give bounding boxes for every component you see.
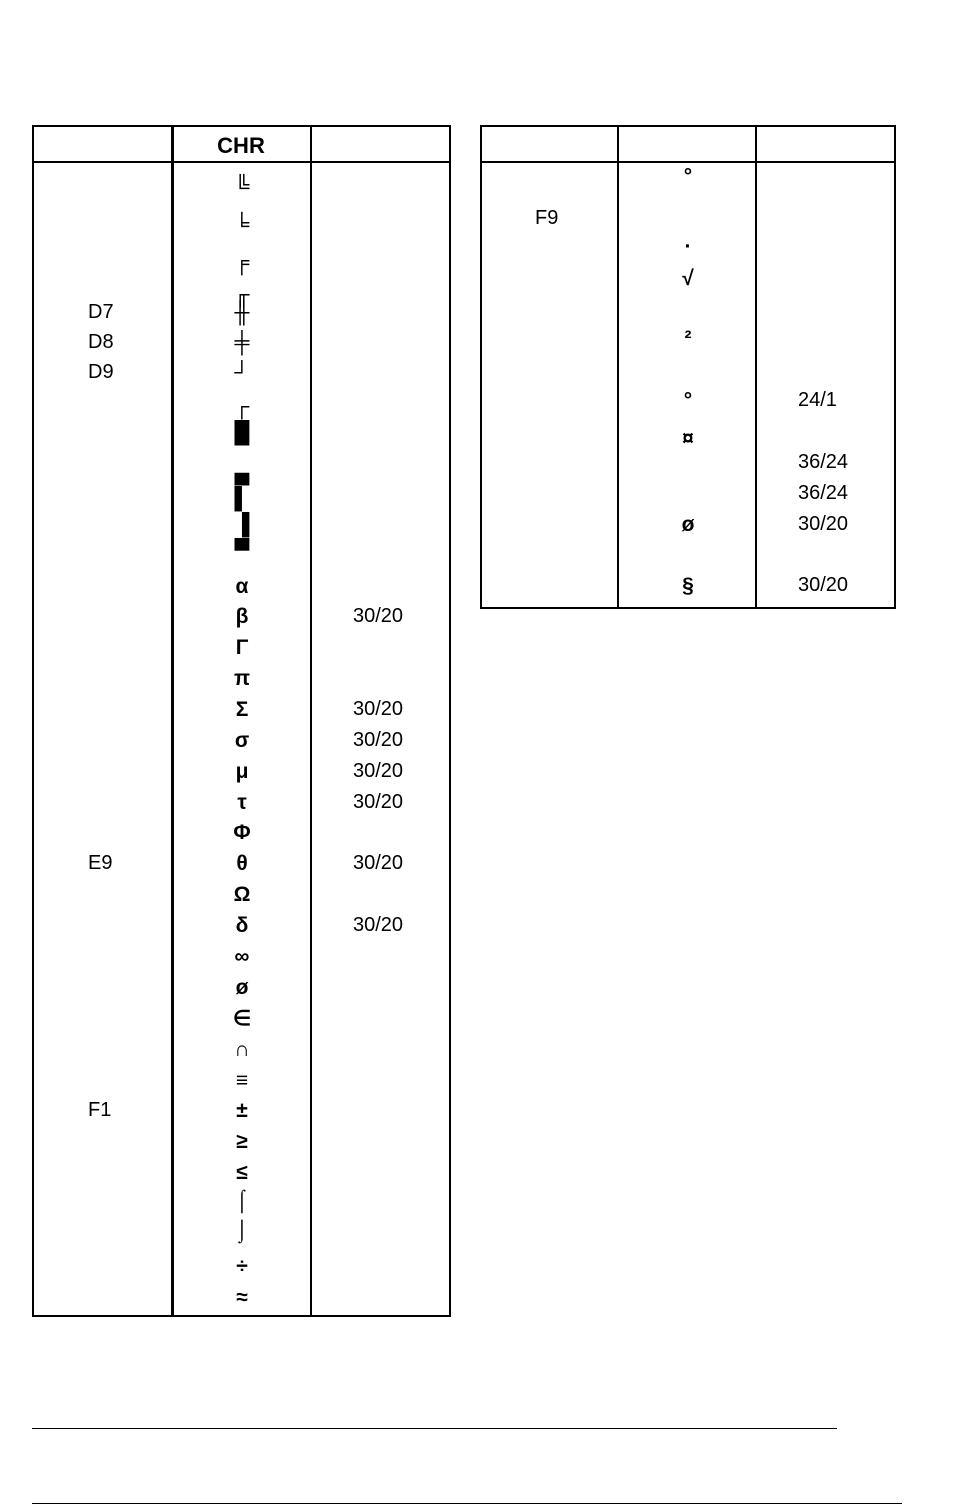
- left-note-value: 30/20: [353, 791, 404, 813]
- left-character-glyph: ±: [236, 1099, 248, 1122]
- left-character-glyph: β: [235, 605, 249, 628]
- left-character-glyph: ┘: [234, 361, 250, 384]
- chr-column-header: CHR: [217, 133, 265, 158]
- left-character-glyph: █: [234, 421, 250, 444]
- left-character-glyph: ≤: [236, 1161, 248, 1184]
- footer-rule-bottom: [32, 1503, 902, 1504]
- right-note-value: 24/1: [798, 389, 837, 411]
- left-character-glyph: ≡: [235, 1069, 249, 1092]
- right-table-frame: [480, 125, 896, 609]
- left-note-value: 30/20: [353, 698, 404, 720]
- left-character-glyph: ┌: [234, 395, 250, 418]
- left-character-glyph: ≈: [236, 1286, 248, 1309]
- left-character-glyph: ▌: [234, 487, 250, 510]
- left-hex-code: D8: [88, 331, 114, 353]
- left-hex-code: F1: [88, 1099, 112, 1121]
- right-note-value: 36/24: [798, 451, 849, 473]
- left-character-glyph: π: [233, 667, 251, 690]
- left-character-glyph: τ: [237, 791, 247, 814]
- right-character-glyph: §: [682, 574, 694, 597]
- left-note-value: 30/20: [353, 729, 404, 751]
- right-note-value: 30/20: [798, 574, 849, 596]
- right-character-glyph: ·: [684, 235, 692, 258]
- left-character-glyph: μ: [235, 760, 249, 783]
- left-col-divider-1: [171, 125, 174, 1317]
- right-character-glyph: ¤: [682, 427, 694, 450]
- left-character-glyph: ∩: [234, 1038, 250, 1061]
- left-hex-code: E9: [88, 852, 113, 874]
- left-character-glyph: Γ: [235, 636, 249, 659]
- left-character-glyph: ⌡: [235, 1219, 249, 1242]
- left-hex-code: D9: [88, 361, 114, 383]
- left-character-glyph: α: [235, 575, 249, 598]
- footer-rule-top: [32, 1428, 837, 1429]
- right-table-header: [480, 125, 896, 163]
- right-character-glyph: √: [682, 267, 694, 290]
- right-note-value: 36/24: [798, 482, 849, 504]
- left-character-glyph: Φ: [233, 821, 251, 844]
- left-character-glyph: ∈: [232, 1007, 252, 1030]
- left-character-glyph: ╓: [234, 283, 250, 306]
- left-character-glyph: ∞: [234, 945, 250, 968]
- left-note-value: 30/20: [353, 760, 404, 782]
- left-character-glyph: θ: [236, 852, 248, 875]
- right-character-glyph: °: [683, 165, 693, 188]
- left-character-glyph: ≥: [236, 1130, 248, 1153]
- left-note-value: 30/20: [353, 852, 404, 874]
- left-character-glyph: ⌠: [235, 1189, 249, 1212]
- left-character-glyph: Ω: [233, 883, 251, 906]
- left-character-glyph: ▐: [234, 513, 250, 536]
- left-character-glyph: ø: [235, 976, 249, 999]
- right-character-glyph: °: [683, 389, 693, 412]
- right-hex-code: F9: [535, 207, 559, 229]
- right-character-glyph: ²: [684, 327, 692, 350]
- left-character-glyph: σ: [234, 729, 250, 752]
- left-character-glyph: ╚: [234, 175, 250, 198]
- right-col-divider-1: [617, 125, 619, 609]
- right-character-table: [480, 125, 896, 609]
- left-character-glyph: ÷: [236, 1255, 248, 1278]
- left-character-glyph: ╒: [234, 251, 250, 274]
- left-note-value: 30/20: [353, 605, 404, 627]
- left-character-glyph: Σ: [235, 698, 249, 721]
- left-character-glyph: ╘: [234, 213, 250, 236]
- left-character-glyph: ▄: [234, 461, 250, 484]
- right-note-value: 30/20: [798, 513, 849, 535]
- left-hex-code: D7: [88, 301, 114, 323]
- left-character-glyph: ▀: [234, 539, 250, 562]
- left-character-glyph: ╪: [234, 331, 250, 354]
- left-note-value: 30/20: [353, 914, 404, 936]
- left-character-glyph: δ: [235, 914, 249, 937]
- left-col-divider-2: [310, 125, 312, 1317]
- left-character-glyph: ╫: [234, 301, 250, 324]
- right-character-glyph: ø: [681, 513, 695, 536]
- right-col-divider-2: [755, 125, 757, 609]
